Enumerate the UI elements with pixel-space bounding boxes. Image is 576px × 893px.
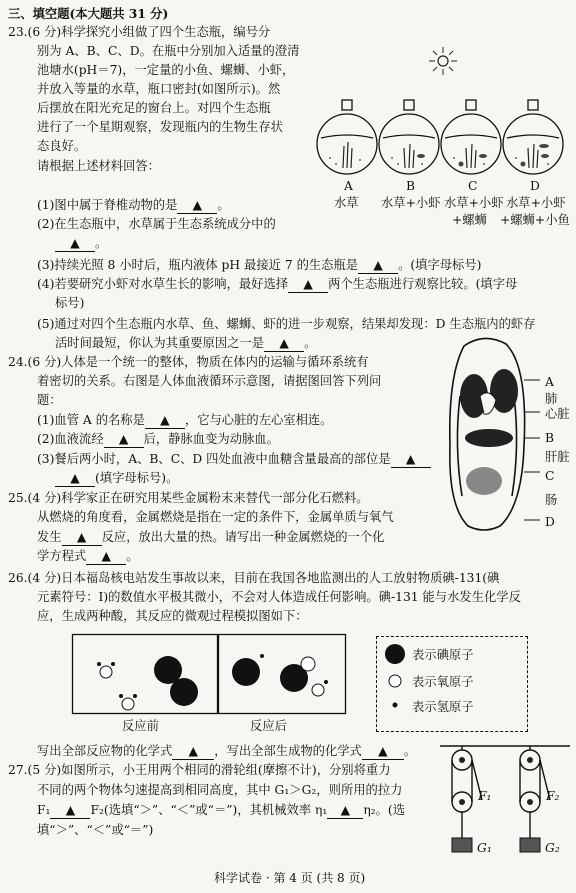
bottle-label: 水草+小虾 — [444, 196, 504, 210]
q27-line: 不同的两个物体匀速提高到相同高度，其中 G₁＞G₂，则所用的拉力 — [37, 783, 403, 797]
q24-sub2: (2)血液流经▲ 后，静脉血变为动脉血。 — [37, 429, 279, 449]
diagram-label: 心脏 — [545, 407, 570, 421]
q24-sub3-cont: ▲(填字母标号)。 — [55, 468, 178, 488]
diagram-label: D — [545, 515, 555, 529]
answer-blank[interactable] — [391, 451, 431, 468]
page-footer: 科学试卷 · 第 4 页 (共 8 页) — [214, 871, 366, 885]
diagram-label: 肺 — [545, 392, 558, 406]
bottle-letter: C — [468, 179, 478, 193]
hydrogen-atom-icon — [392, 702, 398, 708]
bottle-letter: B — [406, 179, 416, 193]
circulation-diagram — [444, 336, 544, 536]
answer-blank[interactable] — [55, 235, 95, 252]
weight-label: G₁ — [477, 841, 492, 855]
diagram-label: 肝脏 — [545, 450, 570, 464]
diagram-label: B — [545, 431, 555, 445]
q23-sub4-cont: 标号) — [55, 296, 85, 310]
diagram-label: C — [545, 469, 555, 483]
legend-label: 表示氧原子 — [412, 675, 474, 689]
answer-blank[interactable] — [104, 431, 144, 448]
ecobottles-figure — [318, 98, 568, 180]
force-label: F₂ — [546, 789, 560, 803]
q25-line: 25.(4 分)科学家正在研究用某些金属粉末来替代一部分化石燃料。 — [8, 491, 369, 505]
q24-sub3: (3)餐后两小时，A、B、C、D 四处血液中血糖含量最高的部位是▲ — [37, 449, 431, 469]
force-label: F₁ — [478, 789, 492, 803]
bottle-label: 水草 — [334, 196, 359, 210]
bottle-label: +螺蛳 — [452, 213, 487, 227]
answer-blank[interactable] — [177, 197, 217, 214]
q26-line: 应，生成两种酸，其反应的微观过程模拟图如下： — [37, 609, 308, 623]
q27-line: 填“＞”、“＜”或“＝”) — [37, 823, 154, 837]
sun-icon — [428, 46, 458, 76]
answer-blank[interactable] — [358, 257, 398, 274]
diagram-label: A — [545, 375, 554, 389]
q23-stem-line: 并放入等量的水草，瓶口密封(如图所示)。然 — [37, 82, 281, 96]
section-title: 三、填空题(本大题共 31 分) — [8, 6, 169, 21]
answer-blank[interactable] — [327, 802, 363, 819]
q23-stem-line: 23.(6 分)科学探究小组做了四个生态瓶，编号分 — [8, 25, 271, 39]
q23-sub5-cont: 活时间最短，你认为其重要原因之一是▲ 。 — [55, 333, 316, 353]
q25-line: 学方程式▲ 。 — [37, 546, 139, 566]
reaction-before-box — [72, 634, 218, 714]
q23-sub5: (5)通过对四个生态瓶内水草、鱼、螺蛳、虾的进一步观察，结果却发现：D 生态瓶内的虾存 — [37, 317, 536, 331]
reaction-after-label: 反应后 — [250, 719, 287, 733]
diagram-label: 肠 — [545, 493, 558, 507]
q25-line: 从燃烧的角度看，金属燃烧是指在一定的条件下，金属单质与氧气 — [37, 510, 394, 524]
q23-stem-line: 进行了一个星期观察，发现瓶内的生物生存状 — [37, 120, 283, 134]
legend-label: 表示氢原子 — [412, 700, 474, 714]
q24-sub1: (1)血管 A 的名称是▲ ，它与心脏的左心室相连。 — [37, 410, 332, 430]
answer-blank[interactable] — [145, 412, 185, 429]
bottle-label: +螺蛳+小鱼 — [500, 213, 570, 227]
answer-blank[interactable] — [50, 802, 90, 819]
oxygen-atom-icon — [388, 674, 402, 688]
answer-blank[interactable] — [288, 276, 328, 293]
q26-line: 26.(4 分)日本福岛核电站发生事故以来，目前在我国各地监测出的人工放射物质碘-131(碘 — [8, 571, 500, 585]
answer-blank[interactable] — [55, 470, 95, 487]
reaction-before-label: 反应前 — [122, 719, 159, 733]
q26-line: 元素符号：I)的数值水平极其微小，不会对人体造成任何影响。碘-131 能与水发生化学反 — [37, 590, 521, 604]
bottle-letter: D — [530, 179, 540, 193]
q23-stem-line: 池塘水(pH＝7)，一定量的小鱼、螺蛳、小虾， — [37, 63, 295, 77]
q25-line: 发生▲ 反应，放出大量的热。请写出一种金属燃烧的一个化 — [37, 527, 384, 547]
answer-blank[interactable] — [264, 335, 304, 352]
legend-label: 表示碘原子 — [412, 648, 474, 662]
q23-stem-line: 后摆放在阳光充足的窗台上。对四个生态瓶 — [37, 101, 271, 115]
q23-stem-line: 态良好。 — [37, 139, 87, 153]
q23-sub2-answer: ▲。 — [55, 233, 107, 253]
q23-stem-line: 请根据上述材料回答： — [37, 159, 160, 173]
q23-stem-line: 别为 A、B、C、D。在瓶中分别加入适量的澄清 — [37, 44, 300, 58]
bottle-letter: A — [344, 179, 353, 193]
q23-sub3: (3)持续光照 8 小时后，瓶内液体 pH 最接近 7 的生态瓶是▲ 。(填字母标号) — [37, 255, 481, 275]
reaction-after-box — [218, 634, 346, 714]
q27-line: 27.(5 分)如图所示，小王用两个相同的滑轮组(摩擦不计)，分别将重力 — [8, 763, 391, 777]
q24-stem-line: 着密切的关系。右图是人体血液循环示意图，请据图回答下列问 — [37, 374, 382, 388]
bottle-label: 水草+小虾 — [506, 196, 566, 210]
bottle-label: 水草+小虾 — [381, 196, 441, 210]
iodine-atom-icon — [384, 643, 406, 665]
q26-answer: 写出全部反应物的化学式▲ ，写出全部生成物的化学式▲ 。 — [37, 741, 416, 761]
q24-stem-line: 24.(6 分)人体是一个统一的整体，物质在体内的运输与循环系统有 — [8, 355, 369, 369]
answer-blank[interactable] — [86, 548, 126, 565]
q23-sub4: (4)若要研究小虾对水草生长的影响，最好选择▲ 两个生态瓶进行观察比较。(填字母 — [37, 274, 517, 294]
q27-line: F₁▲ F₂(选填“＞”、“＜”或“＝”)，其机械效率 η₁▲ η₂。(选 — [37, 800, 405, 820]
q23-sub1: (1)图中属于脊椎动物的是▲ 。 — [37, 195, 230, 215]
answer-blank[interactable] — [362, 743, 404, 760]
q24-stem-line: 题： — [37, 393, 62, 407]
weight-label: G₂ — [545, 841, 560, 855]
q23-sub2: (2)在生态瓶中，水草属于生态系统成分中的 — [37, 217, 276, 231]
answer-blank[interactable] — [62, 529, 102, 546]
answer-blank[interactable] — [172, 743, 214, 760]
